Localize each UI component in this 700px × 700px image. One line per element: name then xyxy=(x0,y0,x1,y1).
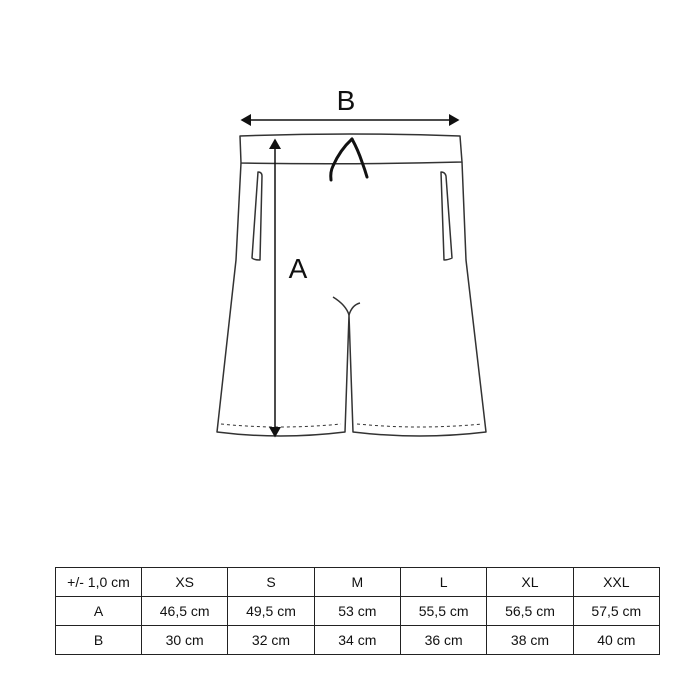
table-cell: 57,5 cm xyxy=(573,597,659,626)
dimension-label-b: B xyxy=(336,85,356,116)
table-cell: 36 cm xyxy=(400,626,486,655)
table-row xyxy=(56,626,660,655)
table-cell: 56,5 cm xyxy=(487,597,573,626)
table-cell: 49,5 cm xyxy=(228,597,314,626)
shorts-outline xyxy=(217,134,486,436)
table-cell: 38 cm xyxy=(487,626,573,655)
table-cell: 34 cm xyxy=(314,626,400,655)
size-header-s: S xyxy=(228,568,314,597)
table-cell: 32 cm xyxy=(228,626,314,655)
row-label-a: A xyxy=(56,597,142,626)
table-cell: 40 cm xyxy=(573,626,659,655)
table-cell: 55,5 cm xyxy=(400,597,486,626)
table-cell: 53 cm xyxy=(314,597,400,626)
size-chart-table xyxy=(55,567,660,655)
table-cell: 46,5 cm xyxy=(142,597,228,626)
size-header-xs: XS xyxy=(142,568,228,597)
table-cell: 30 cm xyxy=(142,626,228,655)
size-header-xxl: XXL xyxy=(573,568,659,597)
table-row xyxy=(56,597,660,626)
size-header-m: M xyxy=(314,568,400,597)
size-header-xl: XL xyxy=(487,568,573,597)
table-header-row xyxy=(56,568,660,597)
dimension-label-a: A xyxy=(288,253,308,284)
row-label-b: B xyxy=(56,626,142,655)
tolerance-cell: +/- 1,0 cm xyxy=(56,568,142,597)
size-header-l: L xyxy=(400,568,486,597)
drawstring xyxy=(331,139,367,180)
